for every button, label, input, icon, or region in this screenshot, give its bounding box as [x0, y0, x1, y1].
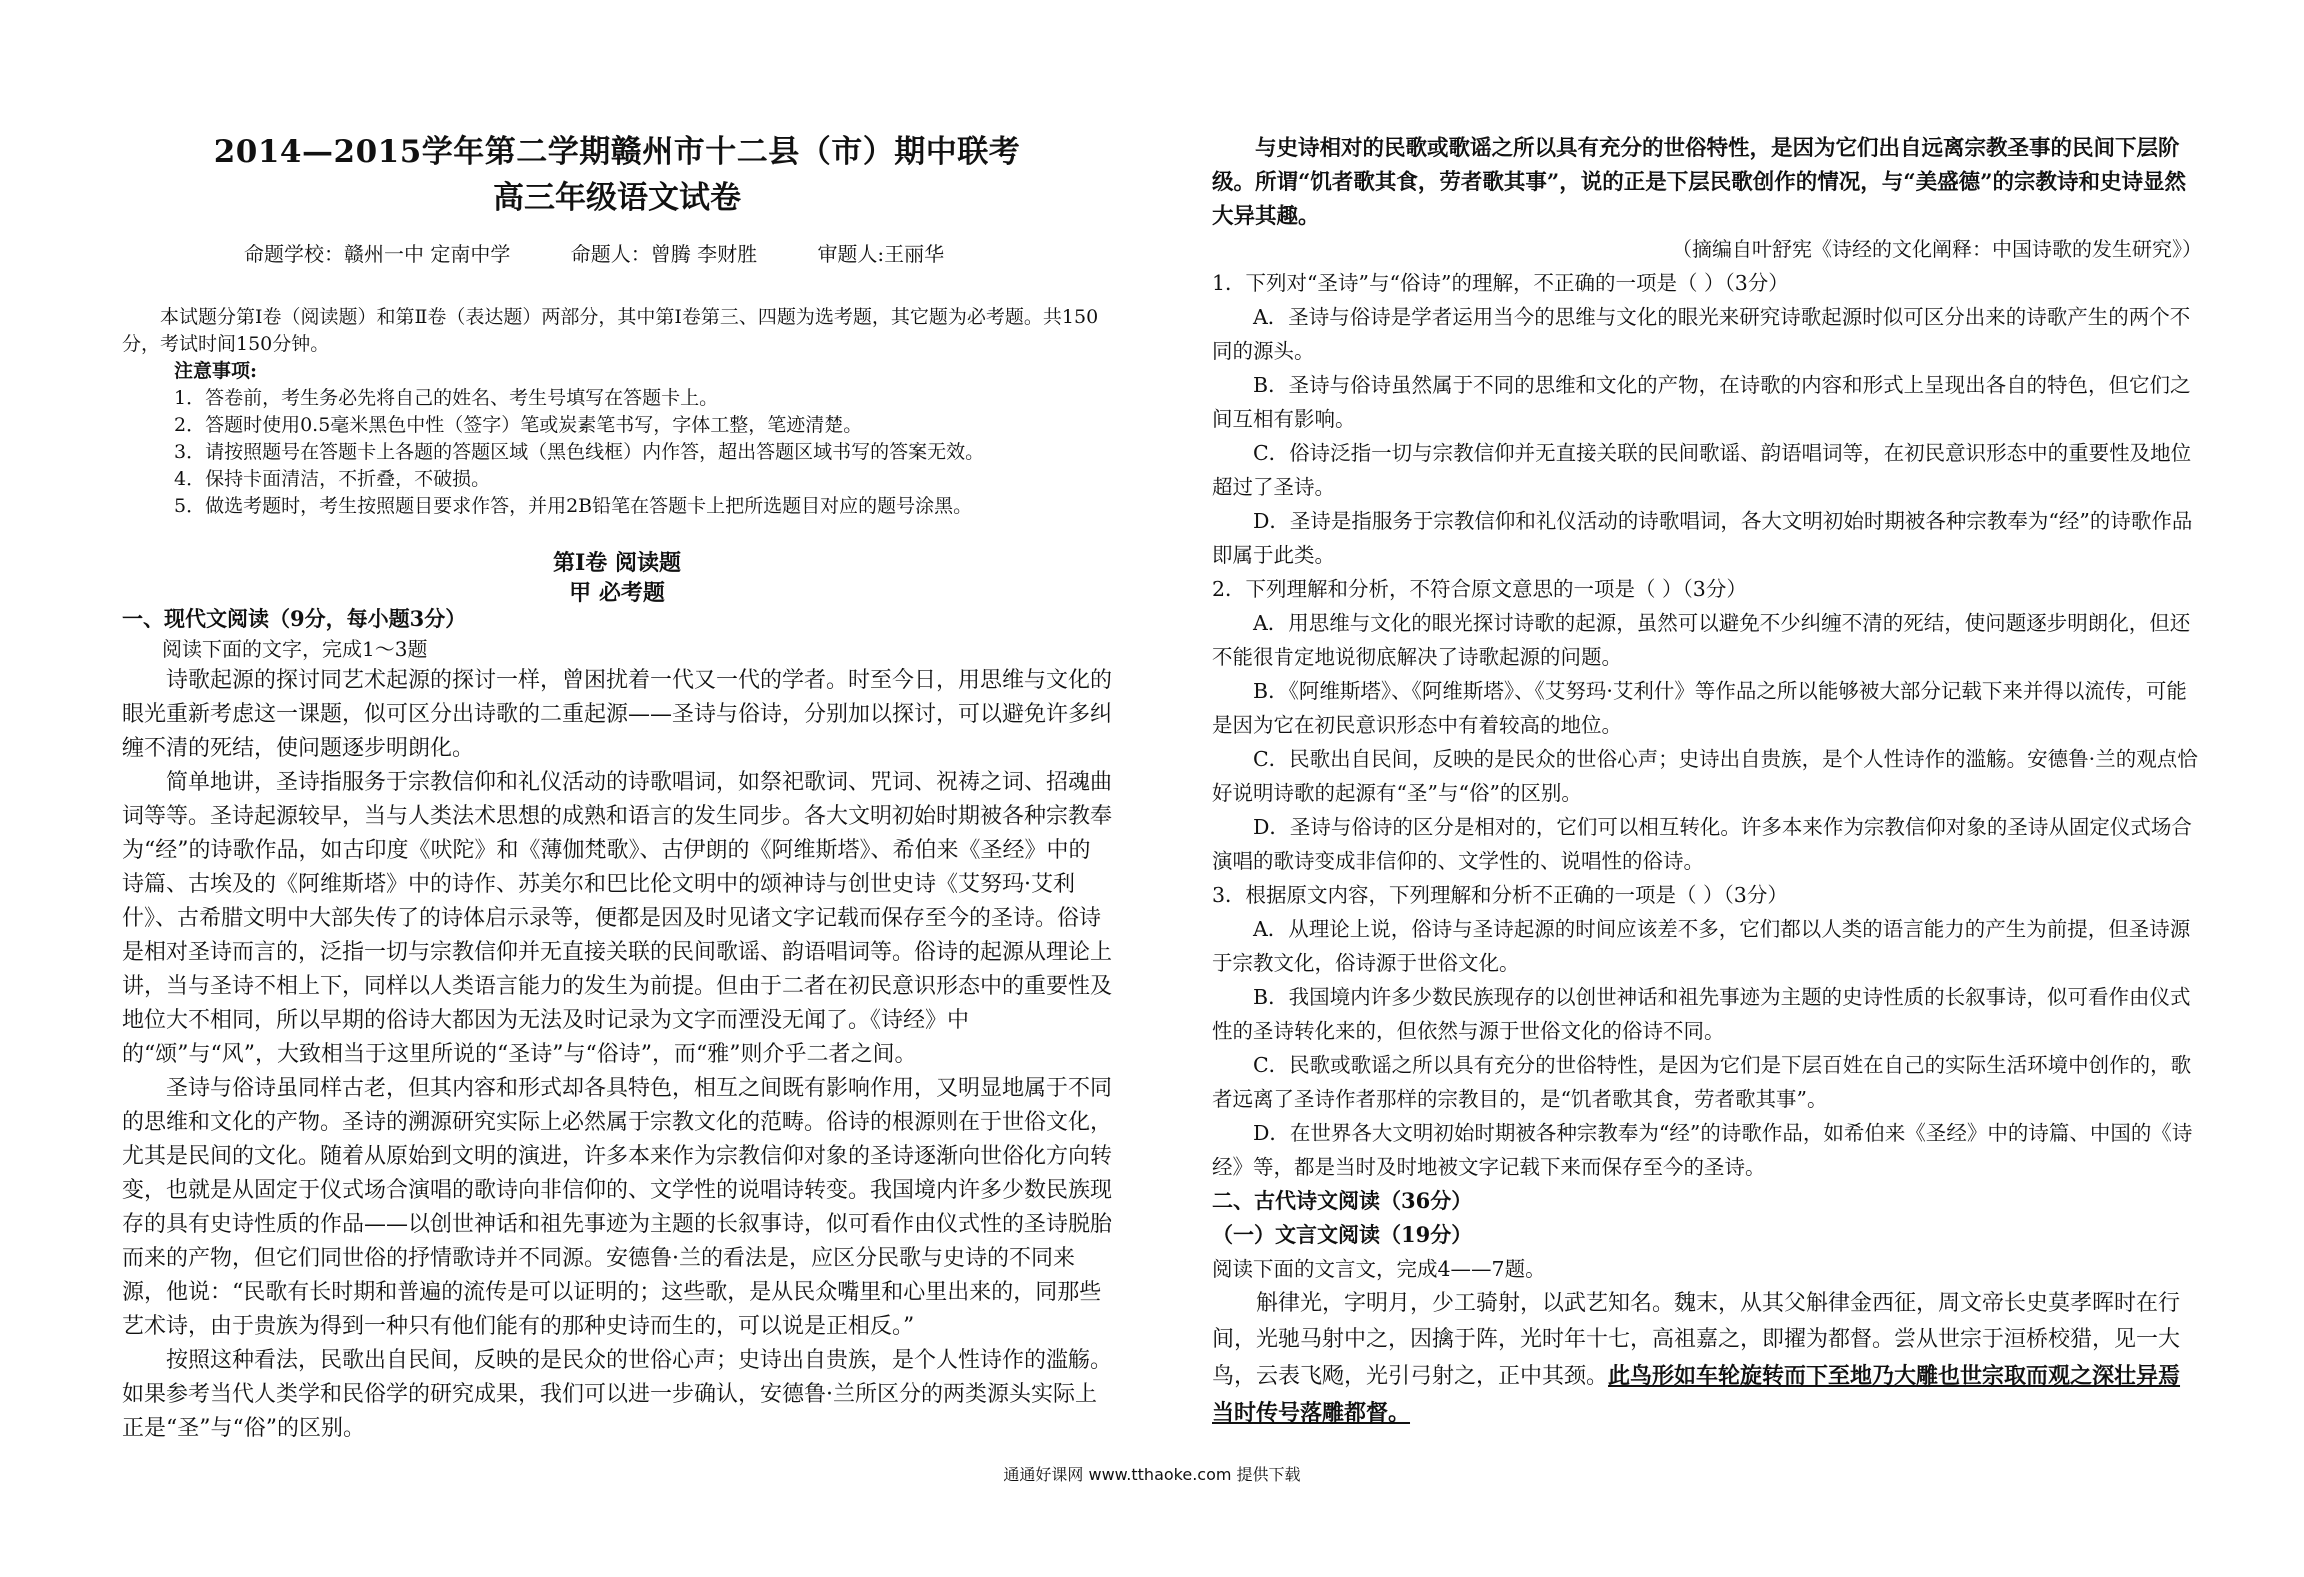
classical-underlined-text: 此鸟形如车轮旋转而下至地乃大雕也世宗取而观之深壮异焉当时传号落雕都督。	[1212, 1363, 2181, 1426]
footer-source: 通通好课网 www.tthaoke.com 提供下载	[1003, 1465, 1301, 1484]
school: 命题学校：赣州一中 定南中学	[244, 242, 511, 266]
section2-instruction: 阅读下面的文言文，完成4——7题。	[1212, 1257, 1546, 1281]
author: 命题人：曾腾 李财胜	[570, 242, 758, 266]
notice-item: 5．做选考题时，考生按照题目要求作答，并用2B铅笔在答题卡上把所选题目对应的题号涂黑。	[174, 495, 973, 517]
notice-item: 2．答题时使用0.5毫米黑色中性（签字）笔或炭素笔书写，字体工整，笔迹清楚。	[174, 414, 863, 436]
question-option: C．民歌或歌谣之所以具有充分的世俗特性，是因为它们是下层百姓在自己的实际生活环境中创作的，歌者远离了圣诗作者那样的宗教目的，是“饥者歌其食，劳者歌其事”。	[1212, 1053, 2192, 1111]
notice-title: 注意事项:	[174, 360, 258, 382]
notice-item: 3．请按照题号在答题卡上各题的答题区域（黑色线框）内作答，超出答题区域书写的答案无效。	[174, 441, 985, 463]
question-option: B．圣诗与俗诗虽然属于不同的思维和文化的产物，在诗歌的内容和形式上呈现出各自的特色，但它们之间互相有影响。	[1212, 373, 2191, 431]
question-option: B．《阿维斯塔》、《阿维斯塔》、《艾努玛·艾利什》等作品之所以能够被大部分记载下来并得以流传，可能是因为它在初民意识形态中有着较高的地位。	[1212, 679, 2187, 737]
passage-paragraph: 与史诗相对的民歌或歌谣之所以具有充分的世俗特性，是因为它们出自远离宗教圣事的民间下层阶级。所谓“饥者歌其食，劳者歌其事”，说的正是下层民歌创作的情况，与“美盛德”的宗教诗和史诗显然大异其趣。	[1212, 136, 2186, 229]
question-option: A．圣诗与俗诗是学者运用当今的思维与文化的眼光来研究诗歌起源时似可区分出来的诗歌产生的两个不同的源头。	[1212, 305, 2191, 363]
exam-subtitle: 高三年级语文试卷	[493, 180, 741, 216]
question-option: A．用思维与文化的眼光探讨诗歌的起源，虽然可以避免不少纠缠不清的死结，使问题逐步明朗化，但还不能很肯定地说彻底解决了诗歌起源的问题。	[1212, 611, 2191, 669]
question-3: 3．根据原文内容，下列理解和分析不正确的一项是（ ）（3分）	[1212, 883, 1788, 907]
question-option: B．我国境内许多少数民族现存的以创世神话和祖先事迹为主题的史诗性质的长叙事诗，似可看作由仪式性的圣诗转化来的，但依然与源于世俗文化的俗诗不同。	[1212, 985, 2191, 1043]
part1-heading	[122, 548, 1112, 608]
questions	[1212, 266, 2202, 1432]
passage-continuation	[1212, 132, 2202, 264]
part1-title: 第Ⅰ卷 阅读题	[553, 550, 681, 576]
passage-source: （摘编自叶舒宪《诗经的文化阐释：中国诗歌的发生研究》）	[1672, 237, 2202, 261]
section2-subtitle: （一）文言文阅读（19分）	[1212, 1222, 1473, 1247]
classical-text: 斛律光，字明月，少工骑射，以武艺知名。魏末，从其父斛律金西征，周文帝长史莫孝晖时在行间，光驰马射中之，因擒于阵，光时年十七，高祖嘉之，即擢为都督。尝从世宗于洹桥校猎，见一大鸟，云表飞飏，光引弓射之，正中其颈。	[1212, 1291, 2181, 1389]
notice-item: 1．答卷前，考生务必先将自己的姓名、考生号填写在答题卡上。	[174, 387, 719, 409]
question-1: 1．下列对“圣诗”与“俗诗”的理解，不正确的一项是（ ）（3分）	[1212, 271, 1789, 295]
question-option: C．民歌出自民间，反映的是民众的世俗心声；史诗出自贵族，是个人性诗作的滥觞。安德鲁·兰的观点恰好说明诗歌的起源有“圣”与“俗”的区别。	[1212, 747, 2198, 805]
part1-subtitle: 甲 必考题	[569, 580, 665, 606]
passage-paragraph: 按照这种看法，民歌出自民间，反映的是民众的世俗心声；史诗出自贵族，是个人性诗作的滥觞。如果参考当代人类学和民俗学的研究成果，我们可以进一步确认，安德鲁·兰所区分的两类源头实际上正是“圣”与“俗”的区别。	[122, 1348, 1113, 1441]
question-option: D．在世界各大文明初始时期被各种宗教奉为“经”的诗歌作品，如希伯来《圣经》中的诗篇、中国的《诗经》等，都是当时及时地被文字记载下来而保存至今的圣诗。	[1212, 1121, 2193, 1179]
intro	[122, 304, 1112, 520]
passage-paragraph: 圣诗与俗诗虽同样古老，但其内容和形式却各具特色，相互之间既有影响作用，又明显地属于不同的思维和文化的产物。圣诗的溯源研究实际上必然属于宗教文化的范畴。俗诗的根源则在于世俗文化，尤其是民间的文化。随着从原始到文明的演进，许多本来作为宗教信仰对象的圣诗逐渐向世俗化方向转变，也就是从固定于仪式场合演唱的歌诗向非信仰的、文学性的说唱诗转变。我国境内许多少数民族现存的具有史诗性质的作品——以创世神话和祖先事迹为主题的长叙事诗，似可看作由仪式性的圣诗脱胎而来的产物，但它们同世俗的抒情歌诗并不同源。安德鲁·兰的看法是，应区分民歌与史诗的不同来源，他说：“民歌有长时期和普遍的流传是可以证明的；这些歌，是从民众嘴里和心里出来的，同那些艺术诗，由于贵族为得到一种只有他们能有的那种史诗而生的，可以说是正相反。”	[122, 1076, 1113, 1339]
question-option: C．俗诗泛指一切与宗教信仰并无直接关联的民间歌谣、韵语唱词等，在初民意识形态中的重要性及地位超过了圣诗。	[1212, 441, 2192, 499]
passage-paragraph: 诗歌起源的探讨同艺术起源的探讨一样，曾困扰着一代又一代的学者。时至今日，用思维与文化的眼光重新考虑这一课题，似可区分出诗歌的二重起源——圣诗与俗诗，分别加以探讨，可以避免许多纠缠不清的死结，使问题逐步明朗化。	[122, 668, 1113, 761]
classical-passage	[1212, 1286, 2202, 1432]
exam-title: 2014—2015学年第二学期赣州市十二县（市）期中联考	[213, 134, 1021, 170]
intro-text: 本试题分第Ⅰ卷（阅读题）和第Ⅱ卷（表达题）两部分，其中第Ⅰ卷第三、四题为选考题，其它题为必考题。共150分，考试时间150分钟。	[122, 306, 1099, 355]
question-option: A．从理论上说，俗诗与圣诗起源的时间应该差不多，它们都以人类的语言能力的产生为前提，但圣诗源于宗教文化，俗诗源于世俗文化。	[1212, 917, 2191, 975]
reviewer: 审题人:王丽华	[817, 242, 945, 266]
passage-paragraph: 简单地讲，圣诗指服务于宗教信仰和礼仪活动的诗歌唱词，如祭祀歌词、咒词、祝祷之词、招魂曲词等等。圣诗起源较早，当与人类法术思想的成熟和语言的发生同步。各大文明初始时期被各种宗教奉为“经”的诗歌作品，如古印度《吠陀》和《薄伽梵歌》、古伊朗的《阿维斯塔》、希伯来《圣经》中的诗篇、古埃及的《阿维斯塔》中的诗作、苏美尔和巴比伦文明中的颂神诗与创世史诗《艾努玛·艾利什》、古希腊文明中大部失传了的诗体启示录等，便都是因及时见诸文字记载而保存至今的圣诗。俗诗是相对圣诗而言的，泛指一切与宗教信仰并无直接关联的民间歌谣、韵语唱词等。俗诗的起源从理论上讲，当与圣诗不相上下，同样以人类语言能力的发生为前提。但由于二者在初民意识形态中的重要性及地位大不相同，所以早期的俗诗大都因为无法及时记录为文字而湮没无闻了。《诗经》中的“颂”与“风”，大致相当于这里所说的“圣诗”与“俗诗”，而“雅”则介乎二者之间。	[122, 770, 1113, 1067]
notice-item: 4．保持卡面清洁，不折叠，不破损。	[174, 468, 491, 490]
question-option: D．圣诗是指服务于宗教信仰和礼仪活动的诗歌唱词，各大文明初始时期被各种宗教奉为“经”的诗歌作品即属于此类。	[1212, 509, 2193, 567]
section2-title: 二、古代诗文阅读（36分）	[1212, 1188, 1473, 1213]
section1-instruction: 阅读下面的文字，完成1～3题	[162, 637, 428, 661]
author-line	[244, 238, 998, 267]
question-2: 2．下列理解和分析，不符合原文意思的一项是（ ）（3分）	[1212, 577, 1747, 601]
section1	[122, 604, 1112, 1446]
question-option: D．圣诗与俗诗的区分是相对的，它们可以相互转化。许多本来作为宗教信仰对象的圣诗从固定仪式场合演唱的歌诗变成非信仰的、文学性的、说唱性的俗诗。	[1212, 815, 2192, 873]
section1-title: 一、现代文阅读（9分，每小题3分）	[122, 606, 467, 631]
